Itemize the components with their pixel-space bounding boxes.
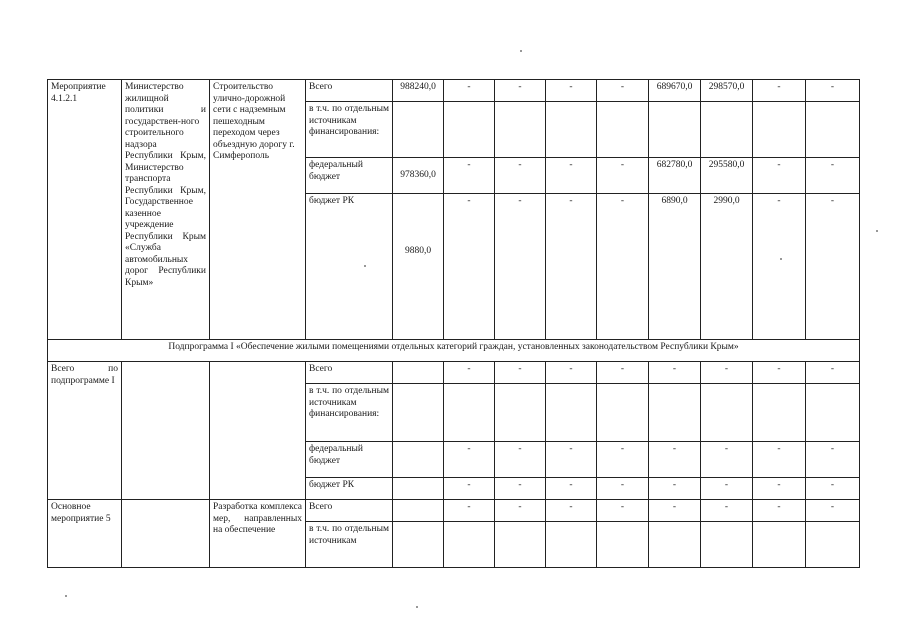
year-value-cell: - bbox=[806, 442, 860, 478]
year-value-cell: - bbox=[806, 194, 860, 340]
year-value-cell: 689670,0 bbox=[649, 80, 701, 102]
year-value-cell: - bbox=[649, 442, 701, 478]
year-value-cell: - bbox=[444, 158, 495, 194]
year-value-cell: - bbox=[546, 194, 597, 340]
year-value-cell: - bbox=[753, 442, 806, 478]
year-value-cell: - bbox=[546, 478, 597, 500]
year-value-cell: - bbox=[649, 500, 701, 522]
year-value-cell: 298570,0 bbox=[701, 80, 753, 102]
scan-speck bbox=[520, 50, 522, 52]
total-value: 9880,0 bbox=[404, 246, 432, 256]
executor-text: Министерство жилищной политики и государствен-ного строительного надзора Республики Крым, Министерство транспорта Республики Крым, Государственное казенное учреждение Республики Крым «Служба автомобильных дорог Республики Крым» bbox=[125, 82, 206, 288]
year-value-cell: - bbox=[701, 442, 753, 478]
total-value-cell: 978360,0 bbox=[393, 158, 444, 194]
activity-description-cell: Строительство улично-дорожной сети с надземным пешеходным переходом через объездную дорогу г. Симферополь bbox=[210, 80, 306, 340]
activity-code-cell: Основное мероприятие 5 bbox=[48, 500, 122, 568]
scan-speck bbox=[65, 595, 67, 597]
funding-source-cell: бюджет РК bbox=[306, 194, 393, 340]
activity-description-cell bbox=[210, 500, 306, 568]
year-value-cell: - bbox=[597, 158, 649, 194]
year-value-cell: - bbox=[806, 478, 860, 500]
scan-speck bbox=[416, 606, 418, 608]
year-value-cell: - bbox=[546, 158, 597, 194]
year-value-cell: - bbox=[806, 500, 860, 522]
year-value-cell: - bbox=[701, 362, 753, 384]
funding-source-cell: Всего bbox=[306, 500, 393, 522]
year-value-cell: - bbox=[753, 362, 806, 384]
table-row bbox=[48, 500, 860, 522]
year-value-cell: - bbox=[444, 500, 495, 522]
table-row bbox=[48, 362, 860, 384]
year-value-cell: 2990,0 bbox=[701, 194, 753, 340]
activity-code-cell bbox=[48, 362, 122, 500]
year-value-cell: 295580,0 bbox=[701, 158, 753, 194]
activity-code-cell: Мероприятие 4.1.2.1 bbox=[48, 80, 122, 340]
year-value-cell: - bbox=[597, 80, 649, 102]
total-value-cell: 988240,0 bbox=[393, 80, 444, 102]
total-value-cell bbox=[393, 194, 444, 340]
year-value-cell: - bbox=[597, 442, 649, 478]
year-value-cell: 682780,0 bbox=[649, 158, 701, 194]
year-value-cell: - bbox=[495, 442, 546, 478]
year-value-cell: - bbox=[546, 80, 597, 102]
year-value-cell: - bbox=[753, 194, 806, 340]
year-value-cell: - bbox=[753, 478, 806, 500]
funding-source-cell: федеральный бюджет bbox=[306, 442, 393, 478]
executor-cell bbox=[122, 80, 210, 340]
year-value-cell: - bbox=[753, 80, 806, 102]
year-value-cell: - bbox=[597, 500, 649, 522]
year-value-cell: - bbox=[701, 500, 753, 522]
activity-description-text: Разработка комплекса мер, направленных на обеспечение bbox=[213, 502, 302, 535]
year-value-cell: - bbox=[444, 194, 495, 340]
year-value-cell: - bbox=[753, 500, 806, 522]
scan-speck bbox=[876, 230, 878, 232]
year-value-cell: - bbox=[649, 478, 701, 500]
year-value-cell: - bbox=[649, 362, 701, 384]
year-value-cell: - bbox=[806, 80, 860, 102]
year-value-cell: - bbox=[495, 478, 546, 500]
year-value-cell: - bbox=[495, 194, 546, 340]
year-value-cell: - bbox=[495, 362, 546, 384]
funding-source-cell: в т.ч. по отдельным источникам bbox=[306, 522, 393, 568]
subprogram-title: Подпрограмма I «Обеспечение жилыми помещениями отдельных категорий граждан, установленных законодательством Республики Крым» bbox=[48, 340, 860, 362]
scan-speck bbox=[364, 265, 366, 267]
funding-source-cell: федеральный бюджет bbox=[306, 158, 393, 194]
year-value-cell: - bbox=[444, 362, 495, 384]
year-value-cell: - bbox=[597, 478, 649, 500]
table-row bbox=[48, 340, 860, 362]
year-value-cell: - bbox=[444, 80, 495, 102]
year-value-cell: - bbox=[597, 362, 649, 384]
year-value-cell: - bbox=[806, 158, 860, 194]
funding-source-cell: в т.ч. по отдельным источникам финансирования: bbox=[306, 384, 393, 442]
year-value-cell: - bbox=[753, 158, 806, 194]
year-value-cell: 6890,0 bbox=[649, 194, 701, 340]
funding-source-cell: Всего bbox=[306, 80, 393, 102]
year-value-cell: - bbox=[806, 362, 860, 384]
scan-speck bbox=[780, 258, 782, 260]
funding-source-cell: Всего bbox=[306, 362, 393, 384]
year-value-cell: - bbox=[546, 362, 597, 384]
year-value-cell: - bbox=[444, 442, 495, 478]
year-value-cell: - bbox=[546, 442, 597, 478]
year-value-cell: - bbox=[495, 80, 546, 102]
funding-source-cell: бюджет РК bbox=[306, 478, 393, 500]
budget-table bbox=[47, 79, 860, 568]
table-row bbox=[48, 80, 860, 102]
funding-source-cell: в т.ч. по отдельным источникам финансирования: bbox=[306, 102, 393, 158]
year-value-cell: - bbox=[495, 500, 546, 522]
year-value-cell: - bbox=[701, 478, 753, 500]
year-value-cell: - bbox=[495, 158, 546, 194]
activity-code-text: Всего по подпрограмме I bbox=[51, 364, 118, 386]
year-value-cell: - bbox=[546, 500, 597, 522]
year-value-cell: - bbox=[444, 478, 495, 500]
year-value-cell: - bbox=[597, 194, 649, 340]
